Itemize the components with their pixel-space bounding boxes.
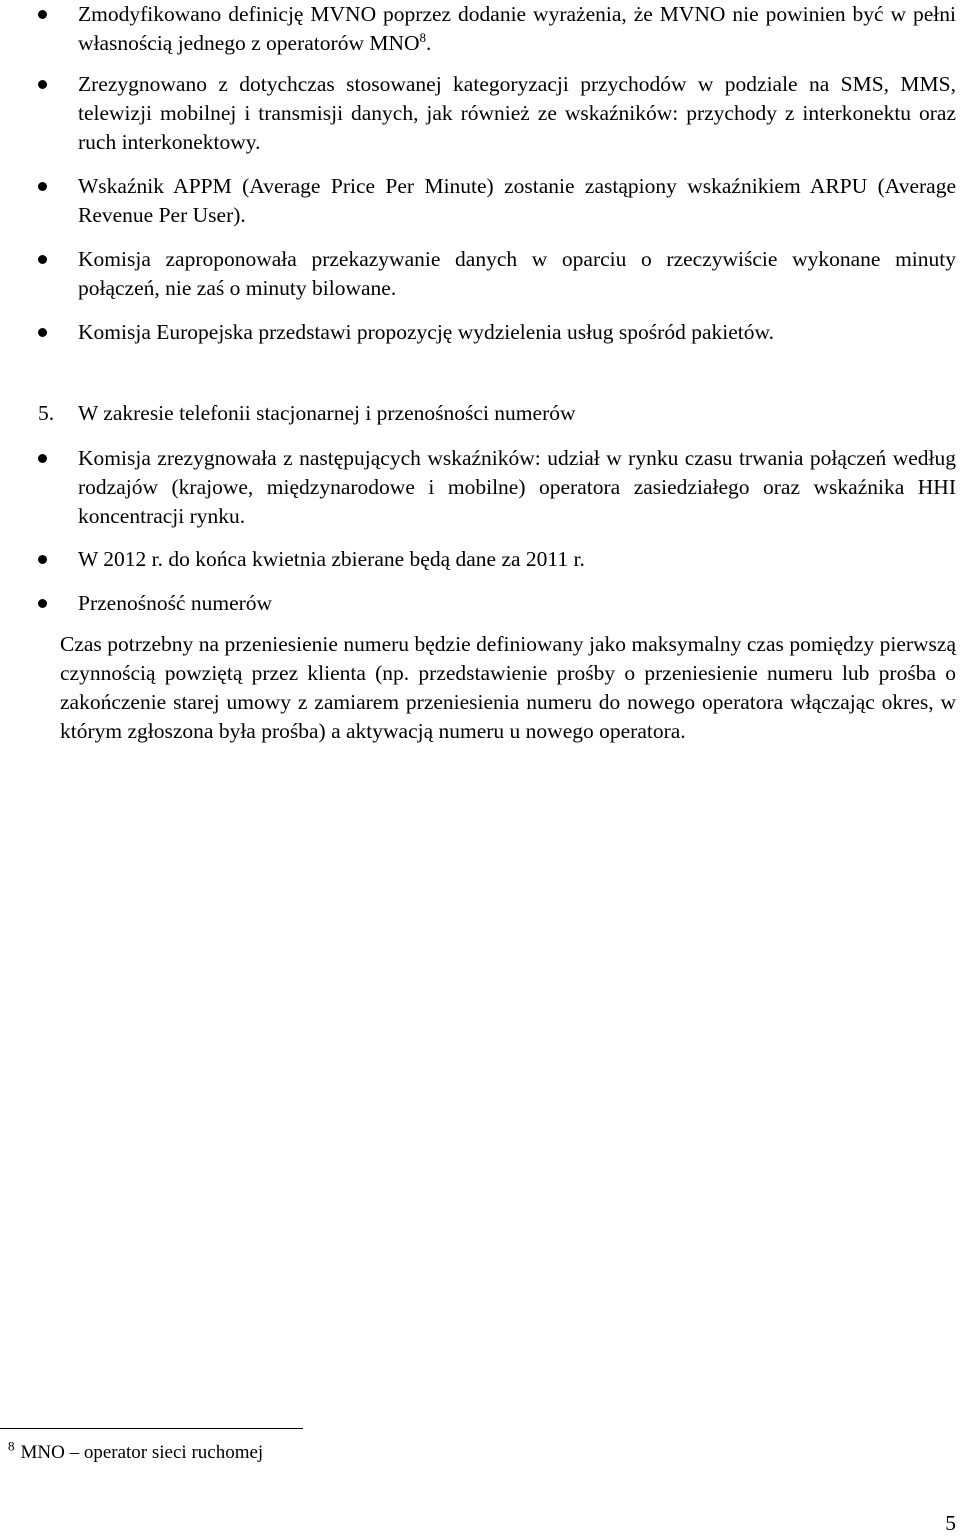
bullet-icon bbox=[38, 255, 47, 264]
bullet-item-mvno-definition bbox=[78, 0, 956, 58]
bullet-icon bbox=[38, 454, 47, 463]
bullet-text: Wskaźnik APPM (Average Price Per Minute) zostanie zastąpiony wskaźnikiem ARPU (Average Revenue Per User). bbox=[78, 174, 956, 227]
portability-paragraph: Czas potrzebny na przeniesienie numeru będzie definiowany jako maksymalny czas pomiędzy pierwszą czynnością powziętą przez klienta (np. przedstawienie prośby o przeniesienie numeru lub prośba o zakończenie starej umowy z zamiarem przeniesienia numeru do nowego operatora włączając okres, w którym zgłoszona była prośba) a aktywacją numeru u nowego operatora. bbox=[60, 632, 956, 743]
bullet-icon bbox=[38, 182, 47, 191]
section-number: 5. bbox=[38, 401, 55, 425]
bullet-item-minutes-data bbox=[78, 245, 956, 303]
bullet-icon bbox=[38, 555, 47, 564]
bullet-item-number-portability bbox=[78, 589, 956, 618]
bullet-text-tail: . bbox=[426, 31, 432, 55]
bullet-icon bbox=[38, 328, 47, 337]
bullet-text: Przenośność numerów bbox=[78, 591, 273, 615]
section-title: W zakresie telefonii stacjonarnej i przenośności numerów bbox=[78, 401, 576, 425]
page-number: 5 bbox=[945, 1511, 956, 1535]
bullet-text: Zrezygnowano z dotychczas stosowanej kategoryzacji przychodów w podziale na SMS, MMS, telewizji mobilnej i transmisji danych, jak również ze wskaźników: przychody z interkonektu oraz ruch interkonektowy. bbox=[78, 72, 956, 154]
bullet-text: Komisja Europejska przedstawi propozycję wydzielenia usług spośród pakietów. bbox=[78, 320, 774, 344]
section-heading bbox=[38, 399, 938, 428]
bullet-icon bbox=[38, 80, 47, 89]
bullet-text: W 2012 r. do końca kwietnia zbierane będą dane za 2011 r. bbox=[78, 547, 585, 571]
bullet-item-appm-arpu bbox=[78, 172, 956, 230]
bullet-icon bbox=[38, 10, 47, 19]
bullet-item-revenue-categories bbox=[78, 70, 956, 157]
footnote-text: MNO – operator sieci ruchomej bbox=[20, 1442, 264, 1463]
bullet-icon bbox=[38, 599, 47, 608]
footnote bbox=[8, 1440, 263, 1466]
footnote-marker: 8 bbox=[8, 1438, 15, 1454]
bullet-item-service-bundles bbox=[78, 318, 956, 347]
bullet-item-data-collection bbox=[78, 545, 956, 574]
bullet-text: Komisja zaproponowała przekazywanie danych w oparciu o rzeczywiście wykonane minuty połączeń, nie zaś o minuty bilowane. bbox=[78, 247, 956, 300]
bullet-item-fixed-indicators bbox=[78, 444, 956, 531]
bullet-text: Zmodyfikowano definicję MVNO poprzez dodanie wyrażenia, że MVNO nie powinien być w pełni własnością jednego z operatorów MNO bbox=[78, 2, 956, 55]
footnote-reference: 8 bbox=[419, 29, 427, 45]
footnote-separator bbox=[0, 1428, 303, 1429]
bullet-text: Komisja zrezygnowała z następujących wskaźników: udział w rynku czasu trwania połączeń według rodzajów (krajowe, międzynarodowe i mobilne) operatora zasiedziałego oraz wskaźnika HHI koncentracji rynku. bbox=[78, 446, 956, 528]
